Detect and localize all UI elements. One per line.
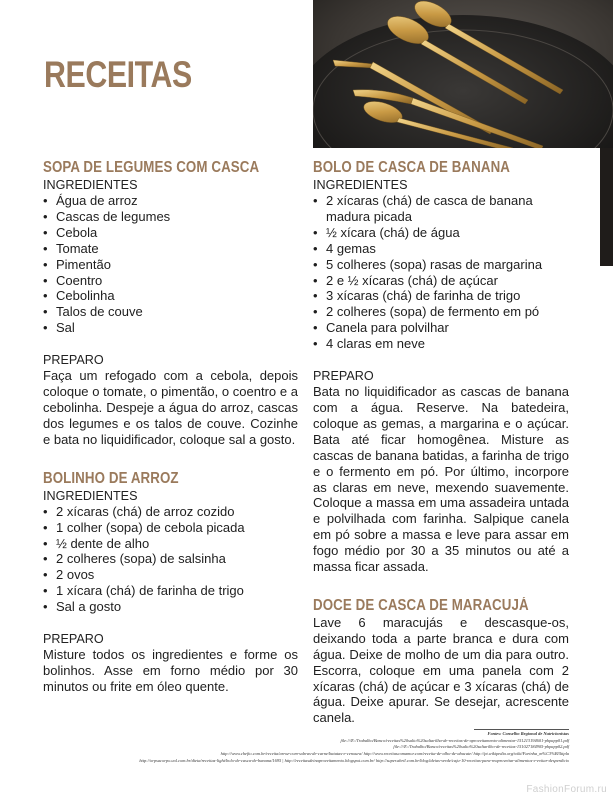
list-item: • Sal <box>43 320 298 336</box>
list-item: • 2 colheres (sopa) de salsinha <box>43 551 298 567</box>
recipe-title-doce: DOCE DE CASCA DE MARACUJÁ <box>313 596 529 614</box>
list-item: • 5 colheres (sopa) rasas de margarina <box>313 257 569 273</box>
footnote-line: http://orpsacorpo.uol.com.br/dieta/receitas-light/bolo-de-casca-de-banana/1695 | http://receitasdeinaproveitamento.blogspot.com.br/ http://super.abril.com.br/blog/ideias-verde/caju-10-receitas-para-reaproveitar-alimentos-e-evitar-desperdicio <box>139 758 569 763</box>
page-title: RECEITAS <box>44 54 192 95</box>
left-column <box>43 159 298 695</box>
preparo-label: PREPARO <box>43 632 104 647</box>
preparo-text-doce: Lave 6 maracujás e descasque-os, deixando toda a parte branca e dura com água. Deixe de molho de um dia para outro. Escorra, coloque em uma panela com 2 xícaras (chá) de açúcar e 3 xícaras (chá) de água. Deixe apurar. Se desejar, acrescente canela. <box>313 614 569 726</box>
right-column <box>313 159 569 726</box>
list-item: • Cebolinha <box>43 288 298 304</box>
recipe-title-bolo: BOLO DE CASCA DE BANANA <box>313 159 511 176</box>
list-item: • Tomate <box>43 241 298 257</box>
ingredients-list-sopa <box>43 193 298 336</box>
dark-side-bar <box>600 148 613 266</box>
footnote-line: Fontes: Conselho Regional de Nutricionistas <box>487 731 569 736</box>
list-item: • Pimentão <box>43 257 298 273</box>
watermark: FashionForum.ru <box>526 784 607 795</box>
list-item: • Cebola <box>43 225 298 241</box>
preparo-text-bolo: Bata no liquidificador as cascas de banana com a água. Reserve. Na batedeira, coloque as gemas, a margarina e o açúcar. Bata até ficar homogênea. Misture as cascas de banana batidas, a farinha de trigo e o fermento em pó. Por último, incorpore as claras em neve, mexendo suavemente. Coloque a massa em uma assadeira untada e polvilhada com farinha. Salpique canela em pó sobre a massa e leve para assar em fogo médio por 30 a 35 minutos ou até a massa ficar assada. <box>313 384 569 575</box>
list-item: • Canela para polvilhar <box>313 320 569 336</box>
list-item: • 2 xícaras (chá) de casca de banana madura picada <box>313 193 569 225</box>
list-item: • Coentro <box>43 273 298 289</box>
preparo-label: PREPARO <box>313 369 374 384</box>
footnote-line: file:///E:/Trabalho/Banco/receitas%20salto%20saltarilho-de-receitas-151027184905-phpapp02.pdf <box>393 744 569 749</box>
list-item: • Talos de couve <box>43 304 298 320</box>
list-item: • Água de arroz <box>43 193 298 209</box>
ingredients-label: INGREDIENTES <box>313 178 408 192</box>
list-item: • 2 xícaras (chá) de arroz cozido <box>43 504 298 520</box>
footnote-rule <box>474 729 569 730</box>
list-item: • 1 colher (sopa) de cebola picada <box>43 520 298 536</box>
recipe-title-sopa: SOPA DE LEGUMES COM CASCA <box>43 159 260 176</box>
list-item: • 2 colheres (sopa) de fermento em pó <box>313 304 569 320</box>
preparo-label: PREPARO <box>43 353 104 368</box>
list-item: • 3 xícaras (chá) de farinha de trigo <box>313 288 569 304</box>
gold-cutlery-photo <box>313 0 613 148</box>
list-item: • 2 ovos <box>43 567 298 583</box>
cutlery-illustration <box>313 0 613 148</box>
ingredients-label: INGREDIENTES <box>43 488 138 503</box>
preparo-text-sopa: Faça um refogado com a cebola, depois coloque o tomate, o pimentão, o coentro e a cebolinha. Despeje a água do arroz, cascas dos legumes e os talos de couve. Cozinhe e bata no liquidificador, coloque sal a gosto. <box>43 368 298 447</box>
list-item: • ½ dente de alho <box>43 536 298 552</box>
list-item: • Sal a gosto <box>43 599 298 615</box>
ingredients-list-bolo <box>313 193 569 352</box>
footnote-line: file:///E:/Trabalho/Banco/receitas%20salto%20saltarilha-de-receitas-de-aproveitamento-alimentar-151213194601-phpapp01.pdf <box>340 738 569 743</box>
list-item: • 4 gemas <box>313 241 569 257</box>
list-item: • ½ xícara (chá) de água <box>313 225 569 241</box>
list-item: • 2 e ½ xícaras (chá) de açúcar <box>313 273 569 289</box>
list-item: • Cascas de legumes <box>43 209 298 225</box>
list-item: • 4 claras em neve <box>313 336 569 352</box>
ingredients-list-bolinho <box>43 504 298 615</box>
list-item: • 1 xícara (chá) de farinha de trigo <box>43 583 298 599</box>
recipe-title-bolinho: BOLINHO DE ARROZ <box>43 469 179 487</box>
ingredients-label: INGREDIENTES <box>43 178 138 192</box>
preparo-text-bolinho: Misture todos os ingredientes e forme os bolinhos. Asse em forno médio por 30 minutos ou frite em óleo quente. <box>43 647 298 694</box>
footnote-line: http://www.chefto.com.br/receita/arroz-com-sobras-de-carne/batatas-e-cenoura/ http://www.receitascomamor.com/receita-de-alho-de-abacate/ http://pt.wikipedia.org/wiki/Farinha_m%C3%B3ltipla <box>220 751 569 756</box>
